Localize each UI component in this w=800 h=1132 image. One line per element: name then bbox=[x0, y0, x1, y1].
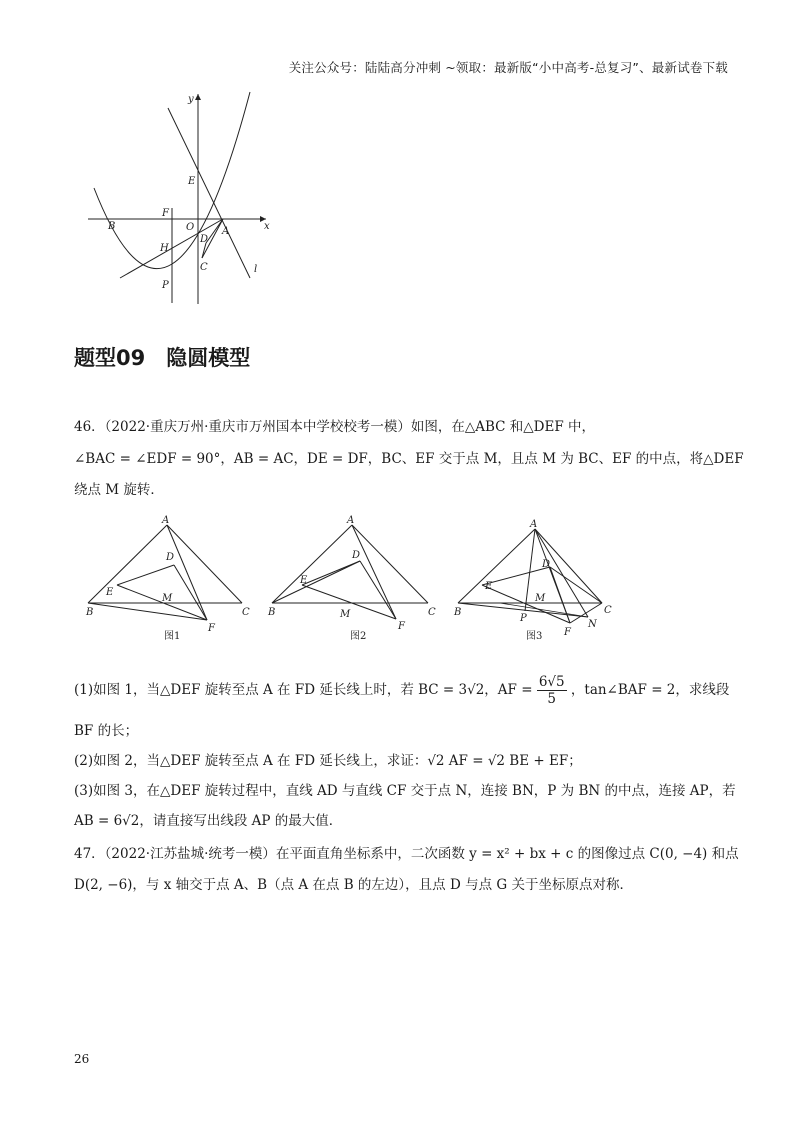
q47-line2: D(2, −6)，与 x 轴交于点 A、B（点 A 在点 B 的左边），且点 D 与点 G 关于坐标原点对称． bbox=[74, 877, 633, 893]
q46-part2: (2)如图 2，当△DEF 旋转至点 A 在 FD 延长线上，求证：√2 AF = √2 BE + EF； bbox=[74, 753, 582, 769]
fig2-label-E: E bbox=[300, 575, 308, 586]
fig1-label-B: B bbox=[86, 607, 94, 618]
page-number: 26 bbox=[74, 1052, 90, 1066]
label-H: H bbox=[160, 243, 169, 254]
q46-line1: 46．（2022·重庆万州·重庆市万州国本中学校校考一模）如图，在△ABC 和△DEF 中， bbox=[74, 419, 596, 435]
label-P: P bbox=[162, 280, 169, 291]
label-E: E bbox=[188, 176, 196, 187]
fig2-label-A: A bbox=[347, 515, 355, 526]
fig3-label-F: F bbox=[564, 627, 571, 638]
q47-line1: 47．（2022·江苏盐城·统考一模）在平面直角坐标系中，二次函数 y = x² + bx + c 的图像过点 C(0, −4) 和点 bbox=[74, 846, 739, 862]
label-O: O bbox=[186, 222, 195, 233]
figure-3 bbox=[453, 519, 612, 642]
fig1-label-D: D bbox=[166, 552, 175, 563]
fig2-label-F: F bbox=[398, 621, 405, 632]
q46-part1 bbox=[74, 674, 729, 707]
fig3-label-A: A bbox=[530, 519, 538, 530]
section-title: 题型09 隐圆模型 bbox=[74, 346, 251, 370]
label-F: F bbox=[162, 208, 169, 219]
fig1-label-E: E bbox=[106, 587, 114, 598]
fig1-label-A: A bbox=[162, 515, 170, 526]
q46-part3-line1: (3)如图 3，在△DEF 旋转过程中，直线 AD 与直线 CF 交于点 N，连接 BN，P 为 BN 的中点，连接 AP，若 bbox=[74, 783, 736, 799]
fig3-label-D: D bbox=[542, 559, 551, 570]
q46-part1-pre: (1)如图 1，当△DEF 旋转至点 A 在 FD 延长线上时，若 BC = 3√2，AF = bbox=[74, 682, 533, 698]
fig2-label-M: M bbox=[340, 609, 351, 620]
q46-part1-post: ，tan∠BAF = 2，求线段 bbox=[570, 682, 730, 698]
fraction-af-numerator: 6√5 bbox=[538, 674, 565, 690]
label-l: l bbox=[254, 264, 258, 275]
label-x: x bbox=[264, 221, 270, 232]
fig2-label-C: C bbox=[428, 607, 436, 618]
fig1-caption: 图1 bbox=[164, 631, 181, 642]
fig2-caption: 图2 bbox=[350, 631, 367, 642]
q46-part1-line2: BF 的长； bbox=[74, 723, 139, 739]
label-y: y bbox=[188, 94, 194, 105]
fraction-af-denominator: 5 bbox=[547, 691, 556, 707]
figure-2 bbox=[267, 515, 436, 642]
page-header: 关注公众号：陆陆高分冲刺 ~领取：最新版“小中高考-总复习”、最新试卷下载 bbox=[288, 60, 728, 75]
fig3-label-P: P bbox=[520, 613, 527, 624]
q46-line2: ∠BAC = ∠EDF = 90°，AB = AC，DE = DF，BC、EF 交于点 M，且点 M 为 BC、EF 的中点，将△DEF bbox=[74, 451, 744, 467]
fig2-label-B: B bbox=[268, 607, 276, 618]
q46-line3: 绕点 M 旋转． bbox=[74, 482, 164, 498]
fig1-label-M: M bbox=[162, 593, 173, 604]
fraction-af bbox=[537, 674, 567, 707]
fig3-label-C: C bbox=[604, 605, 612, 616]
label-B: B bbox=[108, 221, 116, 232]
fig3-label-B: B bbox=[454, 607, 462, 618]
q46-part3-line2: AB = 6√2，请直接写出线段 AP 的最大值． bbox=[74, 813, 343, 829]
fig1-label-C: C bbox=[242, 607, 250, 618]
fig2-label-D: D bbox=[352, 550, 361, 561]
fig3-label-M: M bbox=[535, 593, 546, 604]
rotation-figures bbox=[80, 515, 640, 650]
fig3-label-N: N bbox=[588, 619, 597, 630]
label-D: D bbox=[200, 234, 209, 245]
label-C: C bbox=[200, 262, 208, 273]
parabola-figure bbox=[80, 88, 280, 308]
figure-1 bbox=[85, 515, 250, 642]
label-A: A bbox=[222, 226, 230, 237]
fig1-label-F: F bbox=[208, 623, 215, 634]
fig3-label-E: E bbox=[485, 581, 493, 592]
fig3-caption: 图3 bbox=[526, 631, 543, 642]
